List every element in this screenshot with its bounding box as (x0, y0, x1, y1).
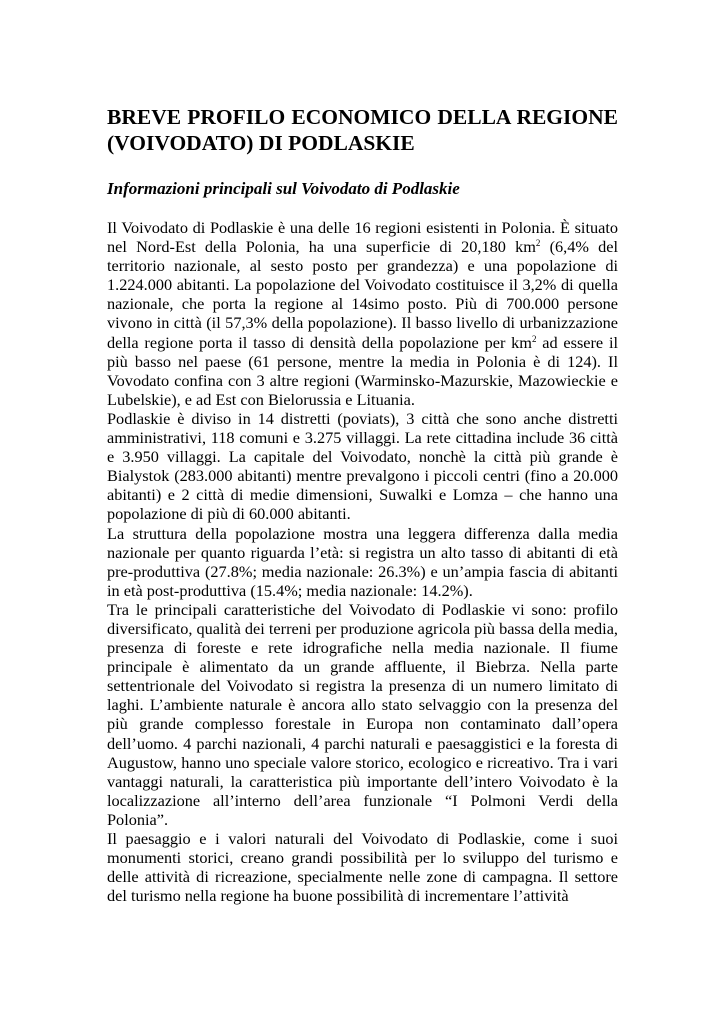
superscript: 2 (535, 238, 541, 249)
superscript: 2 (531, 333, 537, 344)
section-subtitle: Informazioni principali sul Voivodato di Podlaskie (107, 179, 460, 198)
paragraph-environment: Tra le principali caratteristiche del Voivodato di Podlaskie vi sono: profilo diversificato, qualità dei terreni per produzione agricola più bassa della media, presenza di foreste e rete idrografiche nella media nazionale. Il fiume principale è alimentato da un grande affluente, il Biebrza. Nella parte settentrionale del Voivodato si registra la presenza di un numero limitato di laghi. L’ambiente naturale è ancora allo stato selvaggio con la presenza del più grande complesso forestale in Europa non contaminato dall’opera dell’uomo. 4 parchi nazionali, 4 parchi naturali e paesaggistici e la foresta di Augustow, hanno uno speciale valore storico, ecologico e ricreativo. Tra i vari vantaggi naturali, la caratteristica più importante dell’intero Voivodato è la localizzazione all’interno dell’area funzionale “I Polmoni Verdi della Polonia”. (107, 599, 618, 829)
paragraph-text: Il Voivodato di Podlaskie è una delle 16 regioni esistenti in Polonia. È situato nel Nord-Est della Polonia, ha una superficie di 20,180 km (107, 218, 618, 257)
paragraph-overview (107, 218, 618, 409)
body-text (107, 218, 618, 905)
document-title: BREVE PROFILO ECONOMICO DELLA REGIONE (VOIVODATO) DI PODLASKIE (107, 105, 618, 155)
paragraph-districts: Podlaskie è diviso in 14 distretti (poviats), 3 città che sono anche distretti amministrativi, 118 comuni e 3.275 villaggi. La rete cittadina include 36 città e 3.950 villaggi. La capitale del Voivodato, nonchè la città più grande è Bialystok (283.000 abitanti) mentre prevalgono i piccoli centri (fino a 20.000 abitanti) e 2 città di medie dimensioni, Suwalki e Lomza – che hanno una popolazione di più di 60.000 abitanti. (107, 408, 618, 524)
paragraph-text: ad essere il più basso nel paese (61 persone, mentre la media in Polonia è di 124). Il Vovodato confina con 3 altre regioni (Warminsko-Mazurskie, Mazowieckie e Lubelskie), e ad Est con Bielorussia e Lituania. (107, 332, 618, 409)
paragraph-tourism: Il paesaggio e i valori naturali del Voivodato di Podlaskie, come i suoi monumenti storici, creano grandi possibilità per lo sviluppo del turismo e delle attività di ricreazione, specialmente nelle zone di campagna. Il settore del turismo nella regione ha buone possibilità di incrementare l’attività (107, 829, 618, 906)
paragraph-population: La struttura della popolazione mostra una leggera differenza dalla media nazionale per quanto riguarda l’età: si registra un alto tasso di abitanti di età pre-produttiva (27.8%; media nazionale: 26.3%) e un’ampia fascia di abitanti in età post-produttiva (15.4%; media nazionale: 14.2%). (107, 523, 618, 600)
paragraph-text: (6,4% del territorio nazionale, al sesto posto per grandezza) e una popolazione di 1.224.000 abitanti. La popolazione del Voivodato costituisce il 3,2% di quella nazionale, che porta la regione al 14simo posto. Più di 700.000 persone vivono in città (il 57,3% della popolazione). Il basso livello di urbanizzazione della regione porta il tasso di densità della popolazione per km (107, 237, 618, 352)
